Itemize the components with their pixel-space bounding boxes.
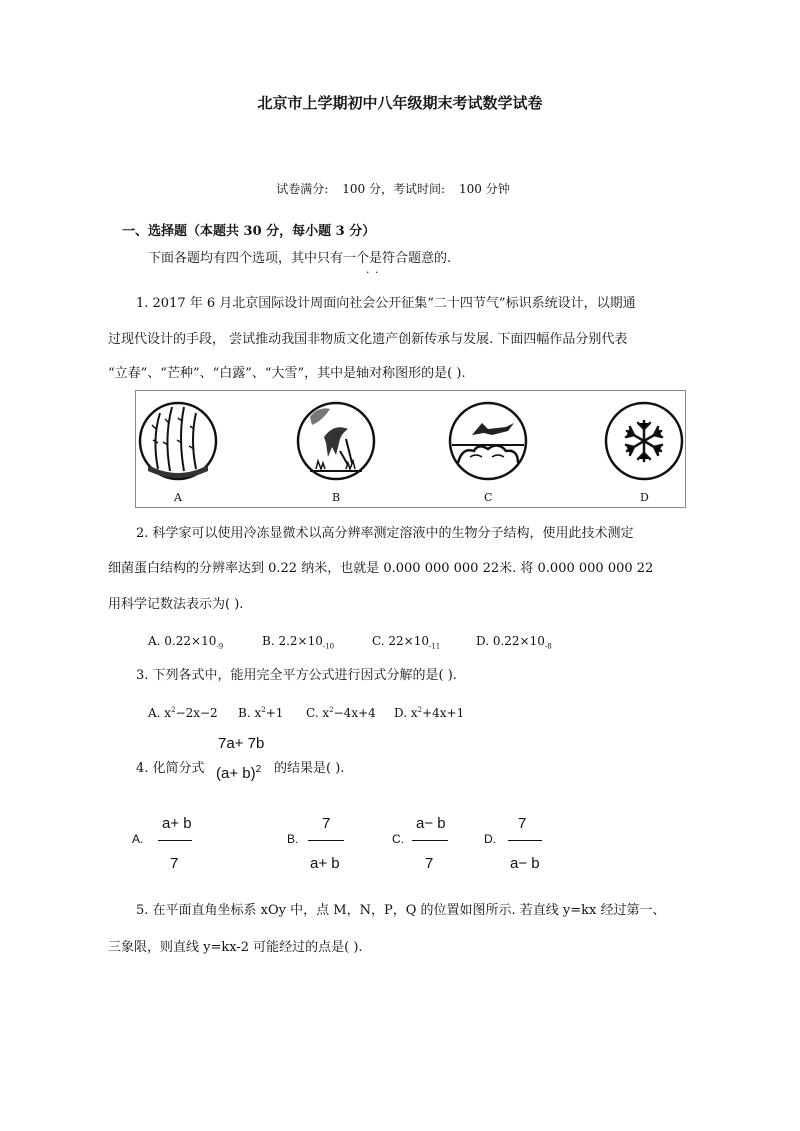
q4-option-c-num: a− b (416, 815, 446, 832)
emphasis-dots: · · (366, 266, 380, 279)
figure-d-daxue (604, 399, 684, 485)
q4-numerator: 7a+ 7b (218, 735, 265, 752)
q4-option-d-num: 7 (518, 815, 527, 832)
q4-option-c-den: 7 (425, 855, 434, 872)
q4-stem-suffix: 的结果是( ). (274, 761, 345, 776)
figure-b-label: B (332, 491, 341, 504)
q4-option-a-letter: A. (132, 832, 144, 846)
figure-a-lichun (138, 399, 218, 485)
q4-option-b-den: a+ b (310, 855, 340, 872)
q3-stem: 3. 下列各式中，能用完全平方公式进行因式分解的是( ). (136, 668, 457, 683)
figure-b-mangzhong (296, 399, 376, 485)
q4-stem-prefix: 4. 化简分式 (136, 761, 205, 776)
section-intro: 下面各题均有四个选项，其中只有一个是符合题意的. (148, 251, 452, 266)
q4-option-c-letter: C. (392, 832, 404, 846)
exam-meta (0, 180, 800, 197)
q4-option-b-num: 7 (322, 815, 331, 832)
exam-time: 100 分钟 (459, 182, 510, 196)
q4-option-a-bar (158, 840, 192, 841)
q5-line1: 5. 在平面直角坐标系 xOy 中，点 M，N，P，Q 的位置如图所示. 若直线 y=kx 经过第一、 (136, 903, 666, 918)
q3-option-c: C. $x^2-4x+4$ (306, 706, 376, 720)
q4-denominator: $(a+ b)^2$ (216, 764, 262, 782)
full-score-label: 试卷满分: (276, 182, 329, 196)
full-score-value: 100 分，考试时间: (342, 182, 446, 196)
q4-option-a-den: 7 (170, 855, 179, 872)
q1-line3: “立春”、“芒种”、“白露”、“大雪”，其中是轴对称图形的是( ). (108, 366, 466, 381)
q4-option-b-letter: B. (287, 832, 299, 846)
q5-line2: 三象限，则直线 y=kx-2 可能经过的点是( ). (108, 940, 363, 955)
section-heading: 一、选择题（本题共 30 分，每小题 3 分） (122, 224, 376, 239)
figure-c-bailu (448, 399, 528, 485)
q4-option-b-bar (308, 840, 344, 841)
figure-c-label: C (484, 491, 493, 504)
figure-d-label: D (640, 491, 649, 504)
q2-option-a: A. $0.22\times 10_{-9}$ (148, 634, 224, 651)
figure-a-label: A (174, 491, 182, 504)
q3-option-d: D. $x^2+4x+1$ (394, 706, 465, 720)
q2-option-c: C. $22\times 10_{-11}$ (372, 634, 441, 651)
q4-option-d-den: a− b (510, 855, 540, 872)
q4-option-d-bar (508, 840, 542, 841)
q2-line2: 细菌蛋白结构的分辨率达到 0.22 纳米，也就是 0.000 000 000 22米. 将 0.000 000 000 22 (108, 561, 654, 576)
page-title: 北京市上学期初中八年级期末考试数学试卷 (257, 94, 543, 112)
q4-option-a-num: a+ b (162, 815, 192, 832)
q3-option-a: A. $x^2-2x-2$ (148, 706, 218, 720)
q2-line1: 2. 科学家可以使用冷冻显微术以高分辨率测定溶液中的生物分子结构，使用此技术测定 (136, 526, 634, 541)
q4-option-d-letter: D. (484, 832, 496, 846)
q1-line1: 1. 2017 年 6 月北京国际设计周面向社会公开征集“二十四节气”标识系统设计，以期通 (136, 296, 636, 311)
q2-option-b: B. $2.2\times 10_{-10}$ (262, 634, 335, 651)
q1-figure-box (135, 390, 686, 508)
q1-line2: 过现代设计的手段， 尝试推动我国非物质文化遗产创新传承与发展. 下面四幅作品分别代表 (108, 332, 628, 347)
q2-line3: 用科学记数法表示为( ). (108, 597, 244, 612)
q2-option-d: D. $0.22\times 10_{-8}$ (476, 634, 552, 651)
q3-option-b: B. $x^2+1$ (238, 706, 284, 720)
q4-option-c-bar (412, 840, 448, 841)
